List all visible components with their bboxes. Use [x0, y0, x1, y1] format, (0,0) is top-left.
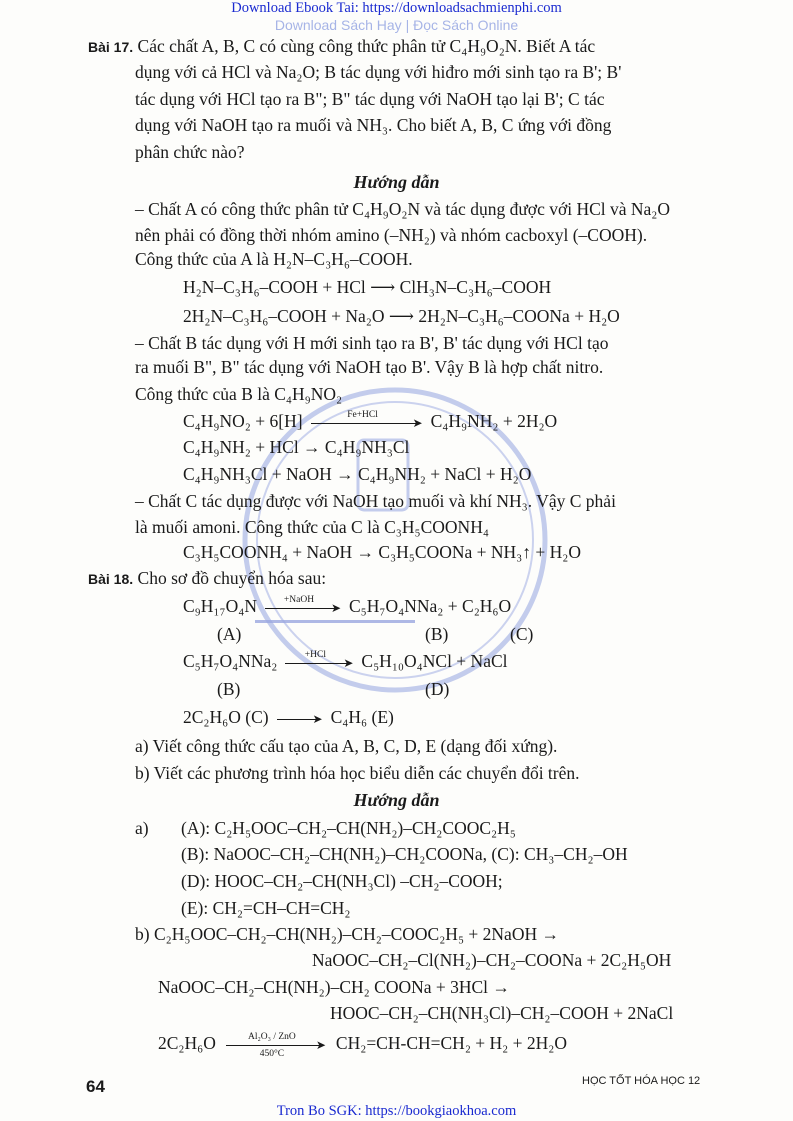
equation-right: C₄H₆ (E)	[330, 707, 394, 727]
guide-line: là muối amoni. Công thức của C là C₃H₅COONH₄	[135, 517, 489, 537]
bai17-question-line: dụng với cả HCl và Na₂O; B tác dụng với hiđro mới sinh tạo ra B'; B'	[135, 62, 622, 82]
header-download-link[interactable]: Download Ebook Tai: https://downloadsachmienphi.com	[231, 0, 562, 16]
answer-line: NaOOC–CH₂–CH(NH₂)–CH₂ COONa + 3HCl →	[158, 977, 510, 997]
bai17-question-line: tác dụng với HCl tạo ra B"; B" tác dụng với NaOH tạo lại B'; C tác	[135, 89, 605, 109]
compound-label: (D)	[425, 679, 450, 699]
arrow-condition: +HCl	[304, 649, 326, 660]
guide-line: Công thức của B là C₄H₉NO₂	[135, 384, 343, 404]
equation: H₂N–C₃H₆–COOH + HCl ⟶ ClH₃N–C₃H₆–COOH	[183, 277, 552, 297]
guide-line: – Chất A có công thức phân tử C₄H₉O₂N và tác dụng được với HCl và Na₂O	[135, 199, 671, 219]
bai18-intro: Cho sơ đồ chuyển hóa sau:	[137, 568, 327, 588]
equation	[183, 706, 394, 730]
bai18-label: Bài 18.	[88, 571, 134, 587]
arrow-condition: 450°C	[259, 1048, 285, 1059]
equation-left: C₄H₉NO₂ + 6[H]	[183, 411, 303, 431]
arrow-condition: Fe+HCl	[347, 409, 378, 420]
equation-right: CH₂=CH-CH=CH₂ + H₂ + 2H₂O	[335, 1033, 568, 1053]
guide-line: Công thức của A là H₂N–C₃H₆–COOH.	[135, 249, 413, 269]
equation	[183, 650, 508, 674]
equation-left: 2C₂H₆O	[158, 1033, 216, 1053]
watermark-bar	[255, 620, 415, 623]
task-line: b) Viết các phương trình hóa học biểu diễn các chuyển đổi trên.	[135, 763, 580, 783]
answer-line: HOOC–CH₂–CH(NH₃Cl)–CH₂–COOH + 2NaCl	[330, 1003, 674, 1023]
compound-label: (B)	[217, 679, 241, 699]
guide-line: – Chất B tác dụng với H mới sinh tạo ra B', B' tác dụng với HCl tạo	[135, 333, 609, 353]
compound-label: (B)	[425, 624, 449, 644]
bai17-label: Bài 17.	[88, 39, 134, 55]
guide-line: nên phải có đồng thời nhóm amino (–NH₂) và nhóm cacboxyl (–COOH).	[135, 225, 648, 245]
page-number: 64	[86, 1077, 105, 1096]
answer-line: b) C₂H₅OOC–CH₂–CH(NH₂)–CH₂–COOC₂H₅ + 2NaOH →	[135, 924, 559, 944]
guide-line: ra muối B", B" tác dụng với NaOH tạo B'. Vậy B là hợp chất nitro.	[135, 357, 604, 377]
bai18-guide-title: Hướng dẫn	[353, 790, 440, 810]
answer-line: (B): NaOOC–CH₂–CH(NH₂)–CH₂COONa, (C): CH₃–CH₂–OH	[181, 844, 628, 864]
answer-line: (D): HOOC–CH₂–CH(NH₃Cl) –CH₂–COOH;	[181, 871, 503, 891]
compound-label: (A)	[217, 624, 242, 644]
equation: C₄H₉NH₂ + HCl → C₄H₉NH₃Cl	[183, 437, 410, 457]
reaction-arrow: Al₂O₃ / ZnO ➤ 450°C	[226, 1034, 326, 1056]
bai17-guide-title: Hướng dẫn	[353, 172, 440, 192]
equation-left: 2C₂H₆O (C)	[183, 707, 269, 727]
task-line: a) Viết công thức cấu tạo của A, B, C, D, E (dạng đối xứng).	[135, 736, 558, 756]
equation-left: C₅H₇O₄NNa₂	[183, 651, 278, 671]
equation-right: C₄H₉NH₂ + 2H₂O	[430, 411, 558, 431]
equation: 2H₂N–C₃H₆–COOH + Na₂O ⟶ 2H₂N–C₃H₆–COONa + H₂O	[183, 306, 620, 326]
watermark-text: Download Sách Hay | Đọc Sách Online	[274, 17, 519, 33]
running-footer: HỌC TỐT HÓA HỌC 12	[582, 1075, 701, 1087]
answer-line: (A): C₂H₅OOC–CH₂–CH(NH₂)–CH₂COOC₂H₅	[181, 818, 516, 838]
footer-sgk-link[interactable]: Tron Bo SGK: https://bookgiaokhoa.com	[276, 1103, 517, 1119]
equation-right: C₅H₁₀O₄NCl + NaCl	[361, 651, 508, 671]
reaction-arrow: +NaOH ➤	[265, 597, 341, 619]
equation: C₃H₅COONH₄ + NaOH → C₃H₅COONa + NH₃↑ + H₂O	[183, 542, 581, 562]
reaction-arrow: Fe+HCl ➤	[311, 412, 423, 434]
equation	[183, 410, 557, 434]
equation-left: C₉H₁₇O₄N	[183, 596, 257, 616]
answer-line: NaOOC–CH₂–Cl(NH₂)–CH₂–COONa + 2C₂H₅OH	[312, 950, 672, 970]
arrow-condition: +NaOH	[283, 594, 315, 605]
arrow-condition: Al₂O₃ / ZnO	[248, 1031, 296, 1042]
equation: C₄H₉NH₃Cl + NaOH → C₄H₉NH₂ + NaCl + H₂O	[183, 464, 532, 484]
equation	[183, 595, 511, 619]
answer-line: (E): CH₂=CH–CH=CH₂	[181, 898, 351, 918]
compound-label: (C)	[510, 624, 534, 644]
guide-line: – Chất C tác dụng được với NaOH tạo muối và khí NH₃. Vậy C phải	[135, 491, 616, 511]
bai17-question-line: dụng với NaOH tạo ra muối và NH₃. Cho biết A, B, C ứng với đồng	[135, 115, 612, 135]
bai17-question-line: Các chất A, B, C có cùng công thức phân tử C₄H₉O₂N. Biết A tác	[137, 36, 596, 56]
bai17-question-line: phân chức nào?	[135, 142, 245, 162]
equation-right: C₅H₇O₄NNa₂ + C₂H₆O	[349, 596, 512, 616]
reaction-arrow: +HCl ➤	[285, 652, 353, 674]
equation	[158, 1031, 568, 1059]
reaction-arrow: ➤	[277, 708, 323, 730]
answer-a-label: a)	[135, 818, 149, 838]
